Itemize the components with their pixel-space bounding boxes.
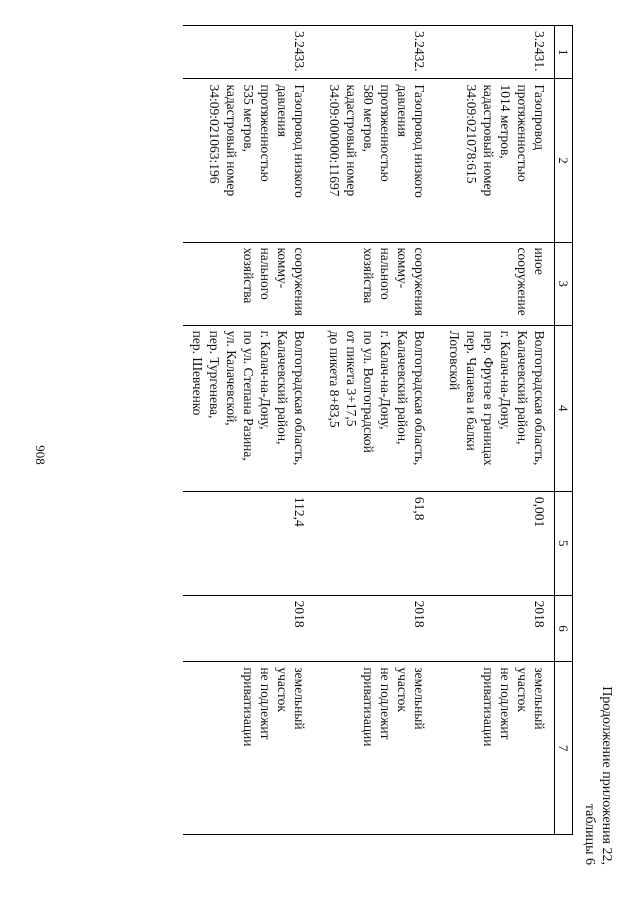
object-name: Газопровод низкого давления протяженностью 580 метров, кадастровый номер 34:09:000000:11697 [314,79,434,242]
column-header-7: 7 [555,662,573,835]
object-value: 0,001 [434,491,555,595]
object-value: 112,4 [183,491,314,595]
column-header-5: 5 [555,491,573,595]
column-header-1: 1 [555,26,573,79]
row-number: 3.2433. [183,26,314,79]
column-header-4: 4 [555,325,573,491]
continuation-heading [581,686,615,865]
object-value: 61,8 [314,491,434,595]
table-row [314,26,434,835]
column-header-2: 2 [555,79,573,242]
object-type: иное сооружение [434,242,555,325]
object-year: 2018 [434,595,555,662]
table-row [183,26,314,835]
table-row [434,26,555,835]
object-type: сооружения комму- нального хозяйства [314,242,434,325]
object-name: Газопровод протяженностью 1014 метров, кадастровый номер 34:09:021078:615 [434,79,555,242]
object-address: Волгоградская область, Калачевский район, г. Калач-на-Дону, по ул. Волгоградской от пикета 3+17,5 до пикета 8+83,5 [314,325,434,491]
object-year: 2018 [314,595,434,662]
continuation-line-2: таблицы 6 [582,803,597,865]
object-address: Волгоградская область, Калачевский район, г. Калач-на-Дону, по ул. Степана Разина, ул. Калачевской, пер. Тургенева, пер. Шевченко [183,325,314,491]
object-name: Газопровод низкого давления протяженностью 535 метров, кадастровый номер 34:09:021063:196 [183,79,314,242]
object-note: земельный участок не подлежит приватизации [183,662,314,835]
row-number: 3.2431. [434,26,555,79]
column-header-3: 3 [555,242,573,325]
column-header-6: 6 [555,595,573,662]
object-note: земельный участок не подлежит приватизации [434,662,555,835]
column-number-row [555,26,573,835]
object-address: Волгоградская область, Калачевский район, г. Калач-на-Дону, пер. Фрунзе в границах пер. Чапаева и балки Логовской [434,325,555,491]
page-number: 908 [33,445,48,465]
continuation-line-1: Продолжение приложения 22, [599,686,614,865]
object-year: 2018 [183,595,314,662]
property-table [183,25,573,835]
row-number: 3.2432. [314,26,434,79]
object-type: сооружения комму- нального хозяйства [183,242,314,325]
object-note: земельный участок не подлежит приватизации [314,662,434,835]
